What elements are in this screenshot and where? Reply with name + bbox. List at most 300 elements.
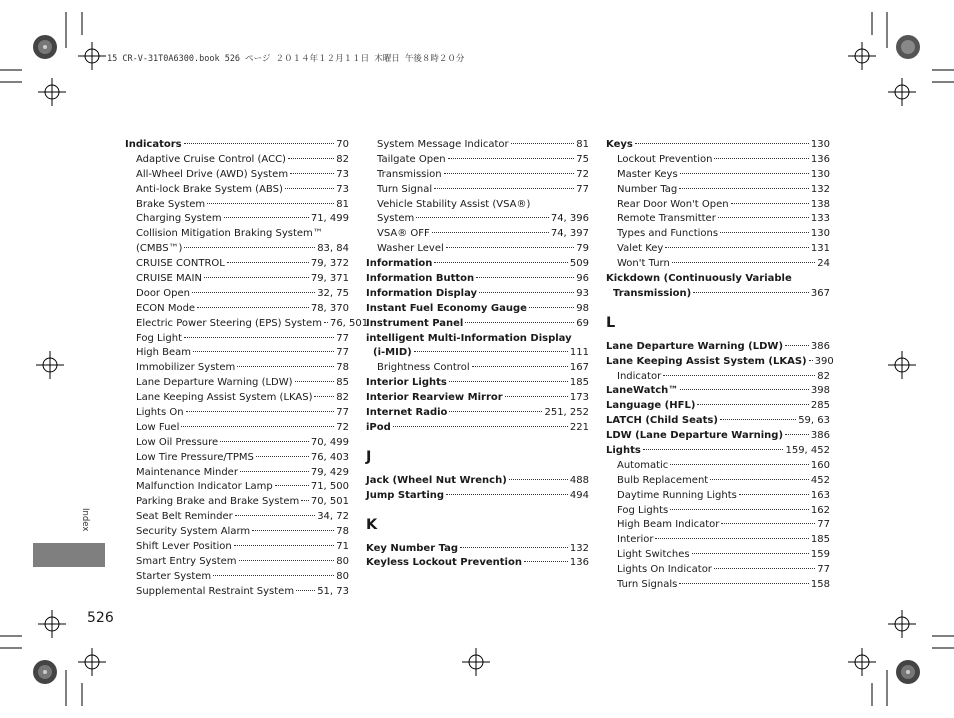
page-reference: 77: [336, 332, 349, 344]
dot-leader: [720, 232, 809, 233]
index-entry: [606, 227, 830, 242]
crosshair-target-left-upper: [38, 78, 66, 106]
index-entry: [606, 168, 830, 183]
index-entry: [606, 429, 830, 444]
page-reference: 82: [336, 153, 349, 165]
dot-leader: [288, 158, 334, 159]
page-reference: 78: [336, 526, 349, 538]
dot-leader: [324, 322, 328, 323]
dot-leader: [449, 381, 568, 382]
page-reference: 71, 500: [310, 481, 349, 493]
index-term: Lane Keeping Assist System (LKAS): [136, 392, 313, 404]
dot-leader: [235, 515, 315, 516]
index-term: High Beam Indicator: [617, 519, 720, 531]
crosshair-target-top-right: [848, 42, 876, 70]
dot-leader: [204, 277, 309, 278]
index-entry: [125, 332, 349, 347]
index-entry: [366, 168, 589, 183]
dot-leader: [449, 411, 542, 412]
page-reference: 130: [810, 139, 830, 150]
index-entry: [366, 302, 589, 317]
dot-leader: [184, 247, 315, 248]
dot-leader: [693, 292, 809, 293]
index-entry: [366, 227, 589, 242]
index-entry: [125, 361, 349, 376]
page-reference: 132: [569, 542, 589, 554]
dot-leader: [714, 568, 815, 569]
index-entry: [125, 570, 349, 585]
index-term: Number Tag: [617, 183, 678, 195]
calibration-disc-bottom-left: [33, 660, 57, 684]
dot-leader: [524, 561, 568, 562]
index-column-1: [125, 138, 369, 600]
index-entry: [125, 227, 349, 242]
index-entry: [606, 518, 830, 533]
index-term: Indicator: [617, 370, 662, 382]
index-term: Remote Transmitter: [617, 213, 716, 225]
page-reference: 72: [336, 421, 349, 433]
index-entry: [366, 474, 589, 489]
page-number: 526: [87, 610, 114, 626]
index-entry: [606, 548, 830, 563]
index-entry: [366, 542, 589, 557]
index-term: Master Keys: [617, 168, 678, 180]
page-reference: 51, 73: [317, 585, 349, 597]
dot-leader: [193, 351, 334, 352]
dot-leader: [721, 523, 815, 524]
index-entry: [606, 533, 830, 548]
index-entry: [366, 556, 589, 571]
crosshair-target-bottom-left-inner: [78, 648, 106, 676]
index-term: Keys: [606, 139, 633, 150]
dot-leader: [446, 247, 575, 248]
index-entry: [366, 346, 589, 361]
dot-leader: [472, 366, 568, 367]
index-term: Lockout Prevention: [617, 153, 713, 165]
page-reference: 133: [810, 213, 830, 225]
index-entry: [606, 212, 830, 227]
index-entry: [606, 153, 830, 168]
dot-leader: [680, 389, 809, 390]
index-term: Maintenance Minder: [136, 466, 238, 478]
index-entry: [125, 257, 349, 272]
dot-leader: [739, 494, 809, 495]
index-term: Interior: [617, 534, 654, 546]
crosshair-target-right-middle: [888, 351, 916, 379]
index-entry: [366, 317, 589, 332]
page-reference: 185: [810, 534, 830, 546]
index-term: Valet Key: [617, 243, 664, 255]
dot-leader: [256, 456, 309, 457]
crosshair-target-bottom-left: [38, 610, 66, 638]
dot-leader: [692, 553, 809, 554]
index-entry: [606, 183, 830, 198]
index-entry: [606, 563, 830, 578]
page-reference: 163: [810, 489, 830, 501]
index-term: Low Fuel: [136, 421, 180, 433]
index-entry: [125, 495, 349, 510]
index-term: Malfunction Indicator Lamp: [136, 481, 273, 493]
index-entry: [606, 257, 830, 272]
dot-leader: [314, 396, 334, 397]
index-term: iPod: [366, 421, 391, 433]
index-entry: [366, 153, 589, 168]
index-entry: [125, 198, 349, 213]
index-entry: [606, 355, 834, 370]
page-reference: 173: [569, 392, 589, 404]
index-entry: [125, 183, 349, 198]
dot-leader: [509, 479, 568, 480]
dot-leader: [295, 381, 335, 382]
page-reference: 85: [336, 377, 349, 389]
index-term: Language (HFL): [606, 400, 696, 412]
page-reference: 82: [336, 392, 349, 404]
index-term: Turn Signals: [617, 579, 678, 591]
index-term: Adaptive Cruise Control (ACC): [136, 153, 286, 165]
index-entry: [125, 302, 349, 317]
dot-leader: [505, 396, 568, 397]
page-reference: 71: [336, 541, 349, 553]
dot-leader: [184, 143, 335, 144]
dot-leader: [785, 345, 809, 346]
dot-leader: [186, 411, 335, 412]
index-term: System: [377, 213, 415, 225]
index-term: Key Number Tag: [366, 542, 459, 554]
index-term: Security System Alarm: [136, 526, 251, 538]
page-reference: 96: [576, 273, 589, 285]
page-reference: 81: [576, 139, 589, 150]
page-reference: 494: [569, 489, 589, 501]
dot-leader: [432, 232, 549, 233]
index-term: Interior Rearview Mirror: [366, 392, 503, 404]
index-entry: [125, 242, 349, 257]
dot-leader: [672, 262, 815, 263]
page-reference: 162: [810, 504, 830, 516]
index-term: Tailgate Open: [377, 153, 446, 165]
dot-leader: [434, 188, 574, 189]
page-reference: 70, 499: [310, 436, 349, 448]
dot-leader: [663, 375, 815, 376]
index-term: Bulb Replacement: [617, 474, 709, 486]
page-reference: 75: [576, 153, 589, 165]
index-term: Automatic: [617, 459, 669, 471]
dot-leader: [679, 583, 809, 584]
section-letter: K: [366, 516, 378, 533]
index-entry: [366, 489, 589, 504]
index-term: CRUISE MAIN: [136, 273, 202, 285]
page-reference: 79, 372: [310, 258, 349, 270]
section-letter: L: [606, 314, 616, 331]
dot-leader: [184, 337, 334, 338]
index-term: High Beam: [136, 347, 192, 359]
page-reference: 77: [336, 347, 349, 359]
index-term: Supplemental Restraint System: [136, 585, 295, 597]
page-reference: 386: [810, 430, 830, 442]
index-entry: [125, 346, 349, 361]
dot-leader: [710, 479, 809, 480]
page-reference: 78: [336, 362, 349, 374]
page-reference: 158: [810, 579, 830, 591]
page-reference: 390: [814, 355, 834, 367]
index-term: Lights: [606, 445, 641, 457]
index-term: LATCH (Child Seats): [606, 415, 718, 427]
page-reference: 131: [810, 243, 830, 255]
index-entry: [366, 332, 589, 347]
dot-leader: [529, 307, 574, 308]
index-term: Kickdown (Continuously Variable: [606, 273, 792, 285]
index-term: Lights On Indicator: [617, 564, 712, 576]
index-entry: [606, 340, 830, 355]
index-term: intelligent Multi-Information Display: [366, 332, 572, 344]
page-reference: 73: [336, 168, 349, 180]
index-entry: [125, 451, 349, 466]
index-term: ECON Mode: [136, 302, 196, 314]
dot-leader: [290, 173, 334, 174]
index-term: Internet Radio: [366, 407, 448, 419]
dot-leader: [239, 560, 335, 561]
dot-leader: [479, 292, 574, 293]
page-reference: 76, 501: [329, 317, 369, 329]
section-letter: J: [366, 448, 372, 465]
crosshair-target-top-left: [78, 42, 106, 70]
index-term: Information Button: [366, 273, 475, 285]
page-reference: 138: [810, 198, 830, 210]
page-reference: 73: [336, 183, 349, 195]
page-reference: 81: [336, 198, 349, 210]
index-entry: [366, 272, 589, 287]
index-term: Lane Keeping Assist System (LKAS): [606, 355, 807, 367]
index-entry: [366, 242, 589, 257]
index-entry: [125, 406, 349, 421]
calibration-disc-bottom-right: [896, 660, 920, 684]
dot-leader: [731, 203, 809, 204]
index-term: Jack (Wheel Nut Wrench): [366, 474, 507, 486]
dot-leader: [655, 538, 808, 539]
page-reference: 24: [817, 258, 830, 270]
index-entry: [606, 489, 830, 504]
page-reference: 398: [810, 385, 830, 397]
index-term: (CMBS™): [136, 243, 183, 255]
index-term: LDW (Lane Departure Warning): [606, 430, 784, 442]
page-reference: 285: [810, 400, 830, 412]
page-reference: 77: [817, 519, 830, 531]
page-reference: 79, 429: [310, 466, 349, 478]
index-entry: [125, 153, 349, 168]
page-reference: 136: [810, 153, 830, 165]
index-entry: [366, 376, 589, 391]
index-entry: [366, 212, 589, 227]
print-header: 15 CR-V-31T0A6300.book 526 ページ ２０１４年１２月１１日 木曜日 午後８時２０分: [107, 54, 465, 64]
index-term: Transmission): [613, 287, 692, 299]
dot-leader: [197, 307, 309, 308]
index-entry: [125, 555, 349, 570]
page-reference: 130: [810, 228, 830, 240]
index-entry: [366, 421, 589, 436]
index-term: Washer Level: [377, 243, 444, 255]
index-term: Jump Starting: [366, 489, 445, 501]
crosshair-target-right-upper: [888, 78, 916, 106]
page-reference: 160: [810, 459, 830, 471]
index-entry: [606, 399, 830, 414]
index-term: VSA® OFF: [377, 228, 430, 240]
page-reference: 159, 452: [785, 445, 830, 457]
page-reference: 93: [576, 287, 589, 299]
index-term: Charging System: [136, 213, 222, 225]
index-term: Brake System: [136, 198, 206, 210]
index-term: Starter System: [136, 570, 212, 582]
page-reference: 221: [569, 421, 589, 433]
index-term: Anti-lock Brake System (ABS): [136, 183, 283, 195]
index-term: Vehicle Stability Assist (VSA®): [377, 198, 531, 210]
index-term: Brightness Control: [377, 362, 470, 374]
index-entry: [125, 376, 349, 391]
dot-leader: [785, 434, 809, 435]
dot-leader: [416, 217, 549, 218]
page-reference: 367: [810, 287, 830, 299]
page-reference: 74, 396: [550, 213, 589, 225]
dot-leader: [224, 217, 309, 218]
index-term: (i-MID): [373, 347, 412, 359]
index-term: Turn Signal: [377, 183, 433, 195]
index-term: Low Tire Pressure/TPMS: [136, 451, 254, 463]
page-reference: 70: [336, 139, 349, 150]
index-entry: [125, 212, 349, 227]
page-reference: 185: [569, 377, 589, 389]
dot-leader: [240, 471, 309, 472]
index-entry: [366, 361, 589, 376]
page-reference: 78, 370: [310, 302, 349, 314]
page-reference: 251, 252: [544, 407, 589, 419]
dot-leader: [665, 247, 809, 248]
dot-leader: [213, 575, 334, 576]
dot-leader: [697, 404, 809, 405]
page-reference: 98: [576, 302, 589, 314]
page-reference: 167: [569, 362, 589, 374]
dot-leader: [444, 173, 575, 174]
index-entry: [606, 459, 830, 474]
page-reference: 77: [336, 407, 349, 419]
dot-leader: [227, 262, 309, 263]
calibration-disc-top-left: [33, 35, 57, 59]
page-reference: 74, 397: [550, 228, 589, 240]
index-column-3: [606, 138, 834, 593]
index-entry: [606, 287, 830, 302]
dot-leader: [809, 360, 813, 361]
index-entry: [366, 138, 589, 153]
index-term: Smart Entry System: [136, 555, 237, 567]
dot-leader: [285, 188, 334, 189]
dot-leader: [465, 322, 574, 323]
index-term: CRUISE CONTROL: [136, 258, 225, 270]
section-tab-label: Index: [80, 508, 90, 532]
dot-leader: [275, 485, 309, 486]
page-reference: 77: [817, 564, 830, 576]
page-reference: 509: [569, 258, 589, 270]
page-reference: 76, 403: [310, 451, 349, 463]
dot-leader: [460, 547, 568, 548]
page-reference: 111: [569, 347, 589, 359]
page-reference: 69: [576, 317, 589, 329]
index-entry: [366, 287, 589, 302]
index-term: Lane Departure Warning (LDW): [606, 340, 784, 352]
crosshair-target-bottom-right: [848, 648, 876, 676]
page-reference: 159: [810, 549, 830, 561]
page-reference: 34, 72: [317, 511, 349, 523]
page-reference: 80: [336, 555, 349, 567]
index-term: Instant Fuel Economy Gauge: [366, 302, 527, 314]
dot-leader: [720, 419, 796, 420]
index-entry: [125, 421, 349, 436]
page-reference: 83, 84: [317, 243, 349, 255]
page-reference: 79, 371: [310, 273, 349, 285]
index-term: Keyless Lockout Prevention: [366, 557, 522, 569]
page-reference: 452: [810, 474, 830, 486]
page-reference: 72: [576, 168, 589, 180]
dot-leader: [448, 158, 575, 159]
index-entry: [125, 466, 349, 481]
index-term: Parking Brake and Brake System: [136, 496, 300, 508]
index-entry: [366, 391, 589, 406]
dot-leader: [252, 530, 334, 531]
index-term: Electric Power Steering (EPS) System: [136, 317, 322, 329]
index-entry: [606, 504, 830, 519]
page-reference: 132: [810, 183, 830, 195]
dot-leader: [181, 426, 334, 427]
index-entry: [125, 510, 349, 525]
index-entry: [125, 391, 349, 406]
index-entry: [606, 242, 830, 257]
dot-leader: [511, 143, 575, 144]
index-term: Instrument Panel: [366, 317, 464, 329]
page-reference: 79: [576, 243, 589, 255]
page-reference: 71, 499: [310, 213, 349, 225]
index-term: Collision Mitigation Braking System™: [136, 228, 323, 240]
dot-leader: [234, 545, 335, 546]
index-entry: [125, 272, 349, 287]
index-entry: [366, 183, 589, 198]
index-entry: [606, 384, 830, 399]
index-entry: [125, 436, 349, 451]
index-term: Shift Lever Position: [136, 541, 232, 553]
index-column-2: [366, 138, 589, 571]
index-term: Light Switches: [617, 549, 690, 561]
index-term: Immobilizer System: [136, 362, 236, 374]
index-entry: [606, 414, 830, 429]
index-entry: [125, 287, 349, 302]
crosshair-target-left-middle: [36, 351, 64, 379]
dot-leader: [670, 509, 809, 510]
dot-leader: [220, 441, 309, 442]
page-reference: 80: [336, 570, 349, 582]
index-entry: [606, 474, 830, 489]
index-term: Interior Lights: [366, 377, 447, 389]
dot-leader: [414, 351, 568, 352]
index-term: Types and Functions: [617, 228, 719, 240]
section-tab: [33, 543, 105, 567]
index-term: Fog Lights: [617, 504, 669, 516]
index-term: Fog Light: [136, 332, 182, 344]
dot-leader: [393, 426, 568, 427]
dot-leader: [714, 158, 808, 159]
dot-leader: [192, 292, 315, 293]
index-entry: [125, 317, 369, 332]
index-entry: [606, 370, 830, 385]
dot-leader: [446, 494, 568, 495]
page-reference: 130: [810, 168, 830, 180]
page-reference: 70, 501: [310, 496, 349, 508]
index-term: Information: [366, 258, 433, 270]
dot-leader: [670, 464, 809, 465]
